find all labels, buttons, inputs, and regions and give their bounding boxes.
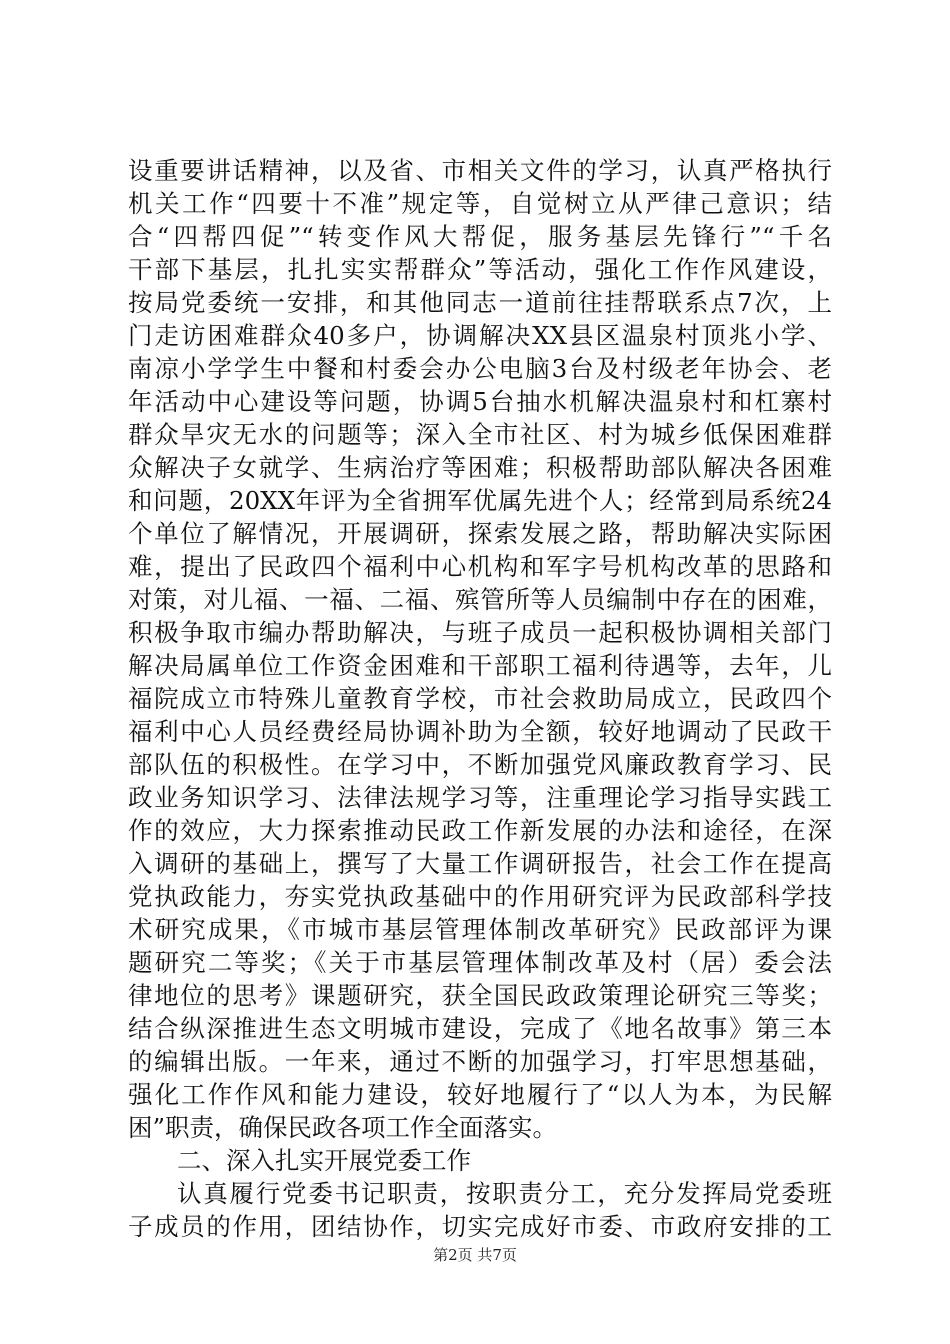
paragraph-first-line: 认真履行党委书记职责，按职责分工，充分发挥局党委班 [177,1179,832,1208]
text-line: 按局党委统一安排，和其他同志一道前往挂帮联系点7次，上 [128,288,832,317]
text-line: 南凉小学学生中餐和村委会办公电脑3台及村级老年协会、老 [128,354,832,383]
text-line: 律地位的思考》课题研究，获全国民政政策理论研究三等奖； [128,981,832,1010]
text-line: 的编辑出版。一年来，通过不断的加强学习，打牢思想基础， [128,1047,832,1076]
text-line: 入调研的基础上，撰写了大量工作调研报告，社会工作在提高 [128,849,832,878]
text-line: 干部下基层，扎扎实实帮群众”等活动，强化工作作风建设， [128,255,832,284]
text-line: 门走访困难群众40多户，协调解决XX县区温泉村顶兆小学、 [128,321,832,350]
text-line: 部队伍的积极性。在学习中，不断加强党风廉政教育学习、民 [128,750,832,779]
text-line: 题研究二等奖；《关于市基层管理体制改革及村（居）委会法 [128,948,832,977]
text-line: 积极争取市编办帮助解决，与班子成员一起积极协调相关部门 [128,618,832,647]
text-line: 众解决子女就学、生病治疗等困难；积极帮助部队解决各困难 [128,453,832,482]
text-line: 设重要讲话精神，以及省、市相关文件的学习，认真严格执行 [128,156,832,185]
paragraph-last-line: 困”职责，确保民政各项工作全面落实。 [128,1113,558,1142]
text-line: 党执政能力，夯实党执政基础中的作用研究评为民政部科学技 [128,882,832,911]
text-line: 子成员的作用，团结协作，切实完成好市委、市政府安排的工 [128,1212,832,1241]
text-line: 作的效应，大力探索推动民政工作新发展的办法和途径，在深 [128,816,832,845]
text-line: 和问题，20XX年评为全省拥军优属先进个人；经常到局系统24 [128,486,832,515]
page-footer: 第2页 共7页 [433,1246,517,1264]
text-line: 群众旱灾无水的问题等；深入全市社区、村为城乡低保困难群 [128,420,832,449]
text-line: 合“四帮四促”“转变作风大帮促，服务基层先锋行”“千名 [128,222,832,251]
text-line: 机关工作“四要十不准”规定等，自觉树立从严律己意识；结 [128,189,832,218]
text-line: 强化工作作风和能力建设，较好地履行了“以人为本，为民解 [128,1080,832,1109]
text-line: 难，提出了民政四个福利中心机构和军字号机构改革的思路和 [128,552,832,581]
text-line: 政业务知识学习、法律法规学习等，注重理论学习指导实践工 [128,783,832,812]
text-line: 术研究成果，《市城市基层管理体制改革研究》民政部评为课 [128,915,832,944]
text-line: 年活动中心建设等问题，协调5台抽水机解决温泉村和杠寨村 [128,387,832,416]
text-line: 福利中心人员经费经局协调补助为全额，较好地调动了民政干 [128,717,832,746]
text-line: 福院成立市特殊儿童教育学校，市社会救助局成立，民政四个 [128,684,832,713]
text-line: 个单位了解情况，开展调研，探索发展之路，帮助解决实际困 [128,519,832,548]
document-body [128,154,832,1243]
text-line: 解决局属单位工作资金困难和干部职工福利待遇等，去年，儿 [128,651,832,680]
section-heading: 二、深入扎实开展党委工作 [177,1146,471,1175]
text-line: 结合纵深推进生态文明城市建设，完成了《地名故事》第三本 [128,1014,832,1043]
text-line: 对策，对儿福、一福、二福、殡管所等人员编制中存在的困难， [128,585,832,614]
